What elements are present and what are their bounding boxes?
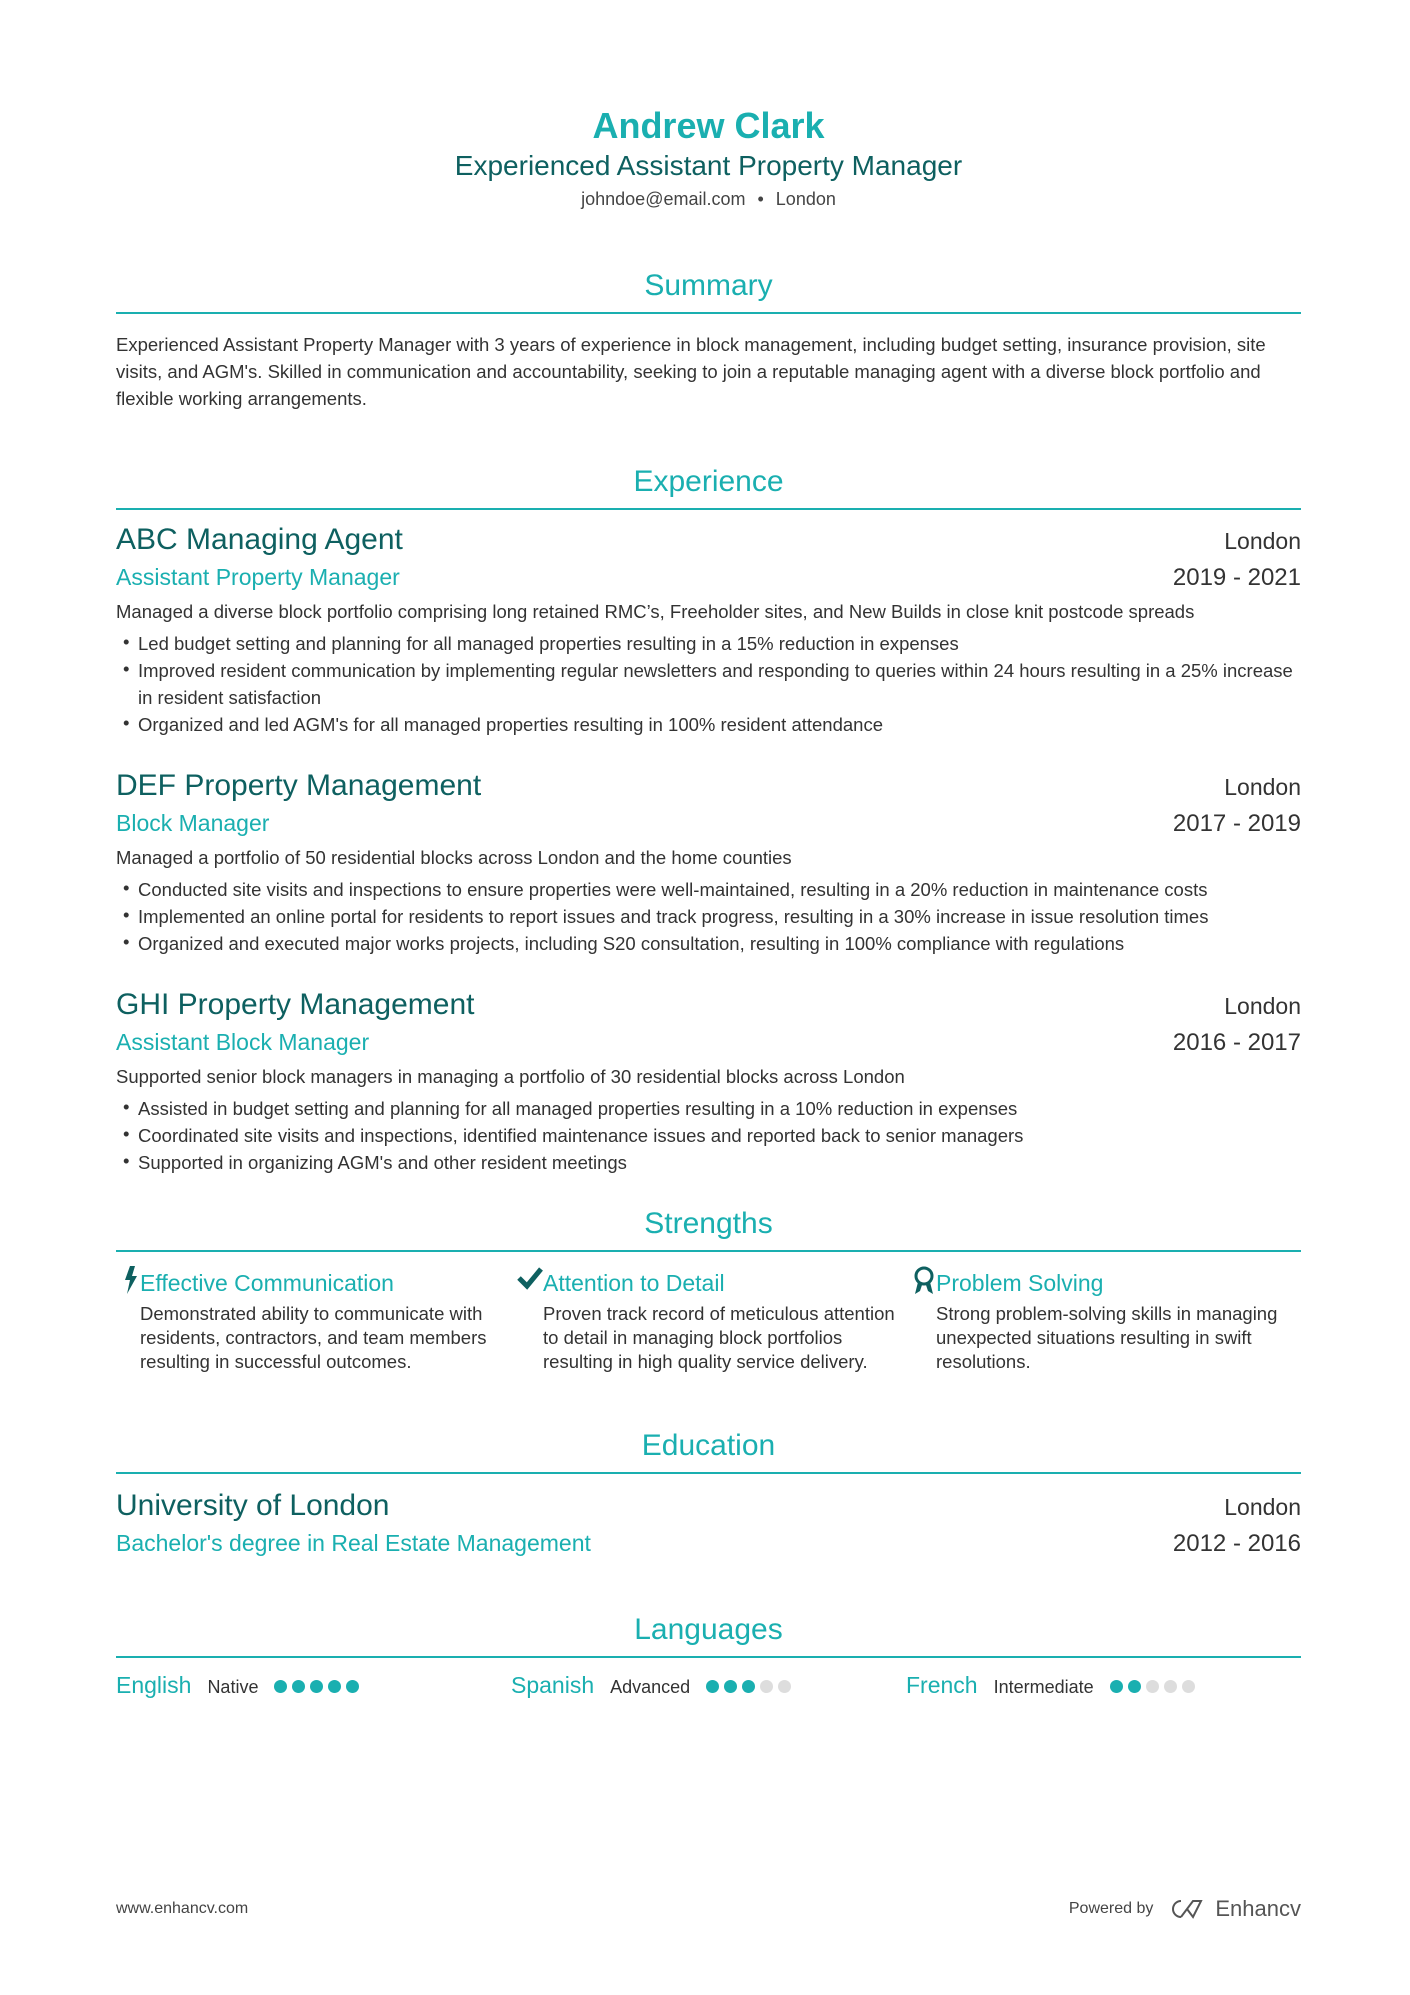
job-location: London xyxy=(1224,528,1301,554)
candidate-title: Experienced Assistant Property Manager xyxy=(454,150,963,181)
strength-item xyxy=(511,1266,906,1374)
language-name: English xyxy=(116,1672,192,1698)
location: London xyxy=(775,189,836,209)
footer xyxy=(116,1896,1301,1922)
rating-dot xyxy=(760,1680,773,1693)
rating-dot xyxy=(274,1680,287,1693)
job-bullet: • Implemented an online portal for residents to report issues and track progress, resulting in a 30% increase in issue resolution times xyxy=(116,903,1301,930)
job-location: London xyxy=(1224,774,1301,800)
language-item xyxy=(116,1672,511,1699)
resume xyxy=(116,0,1301,1699)
job-role: Assistant Block Manager xyxy=(116,1029,370,1055)
award-ribbon-icon xyxy=(906,1266,936,1374)
resume-header xyxy=(116,0,1301,212)
strength-title: Attention to Detail xyxy=(543,1270,725,1296)
job-bullet: • Organized and executed major works projects, including S20 consultation, resulting in 100% compliance with regulations xyxy=(116,930,1301,957)
rating-dot xyxy=(742,1680,755,1693)
company-name: ABC Managing Agent xyxy=(116,523,403,556)
email[interactable]: johndoe@email.com xyxy=(581,189,746,209)
job-role: Block Manager xyxy=(116,810,270,836)
strength-title: Problem Solving xyxy=(936,1270,1104,1296)
language-level: Native xyxy=(207,1677,259,1697)
education-section xyxy=(116,1426,1301,1560)
strength-description: Demonstrated ability to communicate with residents, contractors, and team members resulting in successful outcomes. xyxy=(140,1303,487,1372)
language-level: Intermediate xyxy=(993,1677,1094,1697)
website-link[interactable]: www.enhancv.com xyxy=(116,1900,249,1917)
school-location: London xyxy=(1224,1494,1301,1520)
experience-section xyxy=(116,462,1301,1176)
strength-description: Strong problem-solving skills in managing unexpected situations resulting in swift resolutions. xyxy=(936,1303,1278,1372)
degree: Bachelor's degree in Real Estate Management xyxy=(116,1530,591,1556)
language-name: Spanish xyxy=(511,1672,595,1698)
job-bullet: • Assisted in budget setting and planning for all managed properties resulting in a 10% reduction in expenses xyxy=(116,1095,1301,1122)
lightning-icon xyxy=(116,1266,140,1374)
checkmark-icon xyxy=(511,1266,543,1374)
job-description: Managed a diverse block portfolio comprising long retained RMC’s, Freeholder sites, and New Builds in close knit postcode spreads xyxy=(116,601,1195,622)
strength-description: Proven track record of meticulous attention to detail in managing block portfolios resulting in high quality service delivery. xyxy=(543,1303,895,1372)
rating-dot xyxy=(310,1680,323,1693)
rating-dot xyxy=(346,1680,359,1693)
job-bullet: • Coordinated site visits and inspections, identified maintenance issues and reported back to senior managers xyxy=(116,1122,1301,1149)
language-name: French xyxy=(906,1672,978,1698)
job-entry xyxy=(116,520,1301,738)
language-level: Advanced xyxy=(610,1677,691,1697)
contact-info xyxy=(116,186,1301,212)
job-dates: 2016 - 2017 xyxy=(1172,1029,1301,1056)
job-bullet: • Supported in organizing AGM's and other resident meetings xyxy=(116,1149,1301,1176)
job-bullets xyxy=(116,1095,1301,1176)
strength-item xyxy=(906,1266,1301,1374)
section-heading: Summary xyxy=(116,266,1301,314)
rating-dot xyxy=(1110,1680,1123,1693)
rating-dot xyxy=(1182,1680,1195,1693)
job-bullet: • Led budget setting and planning for all managed properties resulting in a 15% reduction in expenses xyxy=(116,630,1301,657)
company-name: DEF Property Management xyxy=(116,769,482,802)
section-heading: Languages xyxy=(116,1610,1301,1658)
education-dates: 2012 - 2016 xyxy=(1172,1530,1301,1557)
rating-dot xyxy=(328,1680,341,1693)
powered-by-label: Powered by xyxy=(1068,1900,1154,1917)
enhancv-logo-icon xyxy=(1167,1897,1207,1921)
education-entry xyxy=(116,1486,1301,1560)
summary-section xyxy=(116,266,1301,412)
job-bullet: • Conducted site visits and inspections to ensure properties were well-maintained, resulting in a 20% reduction in maintenance costs xyxy=(116,876,1301,903)
job-location: London xyxy=(1224,993,1301,1019)
language-rating xyxy=(274,1680,359,1693)
rating-dot xyxy=(292,1680,305,1693)
rating-dot xyxy=(1128,1680,1141,1693)
job-dates: 2017 - 2019 xyxy=(1172,810,1301,837)
job-description: Supported senior block managers in managing a portfolio of 30 residential blocks across London xyxy=(116,1066,905,1087)
enhancv-logo[interactable] xyxy=(1167,1896,1301,1922)
candidate-name: Andrew Clark xyxy=(592,105,825,146)
job-role: Assistant Property Manager xyxy=(116,564,400,590)
rating-dot xyxy=(1164,1680,1177,1693)
rating-dot xyxy=(724,1680,737,1693)
strength-title: Effective Communication xyxy=(140,1270,394,1296)
job-entry xyxy=(116,766,1301,957)
job-dates: 2019 - 2021 xyxy=(1172,564,1301,591)
job-bullets xyxy=(116,630,1301,738)
rating-dot xyxy=(1146,1680,1159,1693)
company-name: GHI Property Management xyxy=(116,988,475,1021)
language-item xyxy=(906,1672,1301,1699)
section-heading: Strengths xyxy=(116,1204,1301,1252)
language-item xyxy=(511,1672,906,1699)
brand-name: Enhancv xyxy=(1215,1896,1301,1921)
job-bullet: • Improved resident communication by implementing regular newsletters and responding to queries within 24 hours resulting in a 25% increase in resident satisfaction xyxy=(116,657,1301,711)
separator: • xyxy=(757,189,764,209)
language-rating xyxy=(1110,1680,1195,1693)
strength-item xyxy=(116,1266,511,1374)
section-heading: Education xyxy=(116,1426,1301,1474)
job-description: Managed a portfolio of 50 residential blocks across London and the home counties xyxy=(116,847,792,868)
powered-by xyxy=(1069,1896,1301,1922)
languages-section xyxy=(116,1610,1301,1699)
summary-text: Experienced Assistant Property Manager with 3 years of experience in block management, including budget setting, insurance provision, site visits, and AGM's. Skilled in communication and accountability, seeking to join a reputable managing agent with a diverse block portfolio and flexible working arrangements. xyxy=(116,334,1266,409)
rating-dot xyxy=(706,1680,719,1693)
school-name: University of London xyxy=(116,1489,390,1522)
section-heading: Experience xyxy=(116,462,1301,510)
job-bullets xyxy=(116,876,1301,957)
job-bullet: • Organized and led AGM's for all managed properties resulting in 100% resident attendance xyxy=(116,711,1301,738)
language-rating xyxy=(706,1680,791,1693)
strengths-section xyxy=(116,1204,1301,1374)
job-entry xyxy=(116,985,1301,1176)
rating-dot xyxy=(778,1680,791,1693)
